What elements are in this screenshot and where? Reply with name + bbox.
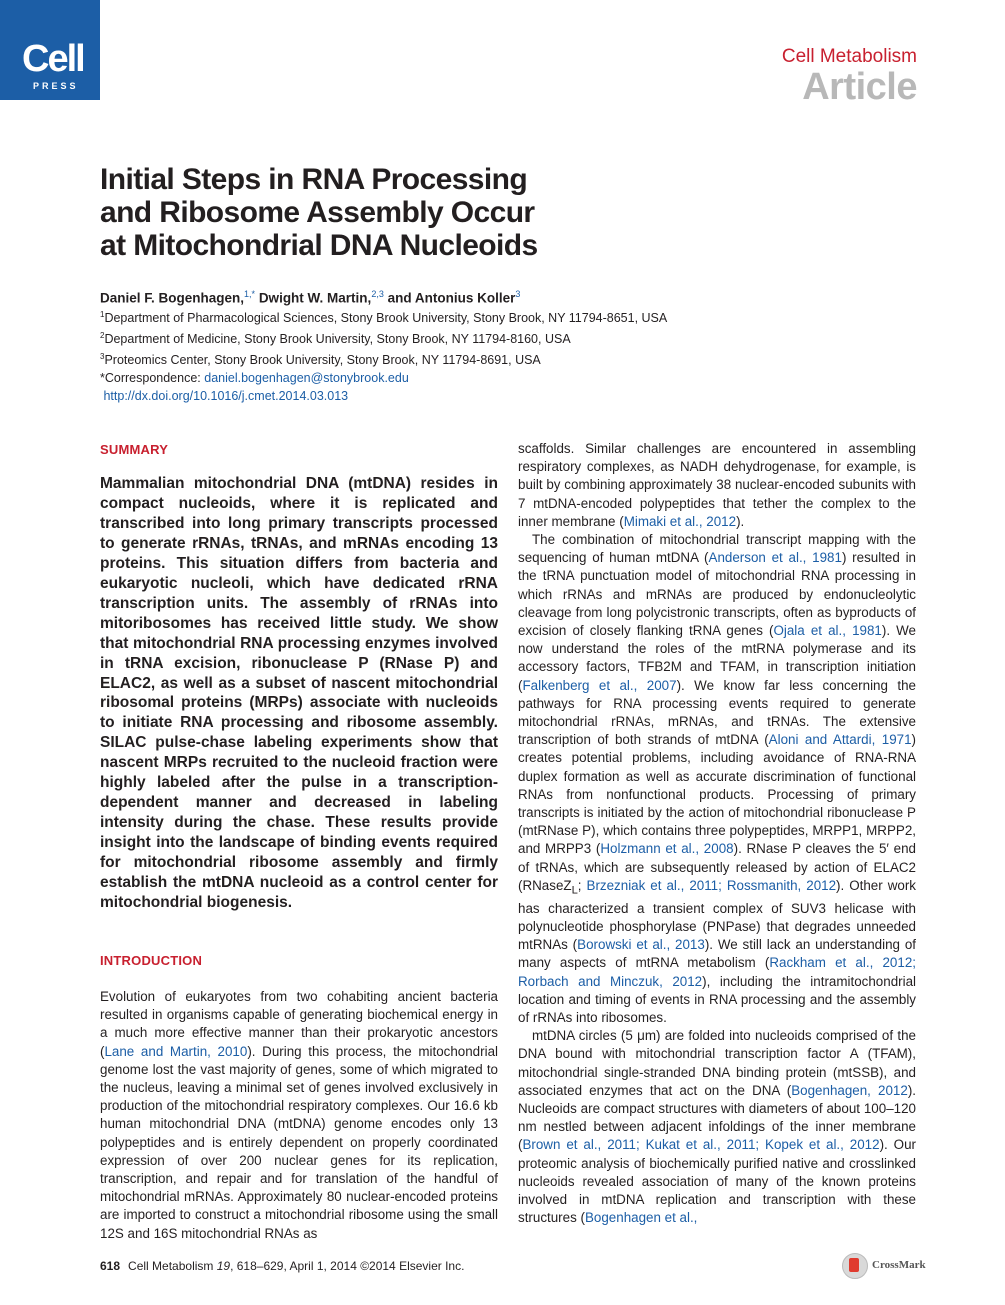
citation-link[interactable]: Borowski et al., 2013: [577, 937, 705, 953]
author-list: [100, 289, 520, 306]
paragraph: The combination of mitochondrial transcript mapping with the sequencing of human mtDNA (Anderson et al., 1981) resulted in the tRNA punctuation model of mitochondrial RNA processing in which rRNAs and mRNAs are produced by endonucleolytic cleavage from long polycistronic transcripts, often as byproducts of excision of closely flanking tRNA genes (Ojala et al., 1981). We now understand the roles of the mtRNA polymerase and its accessory factors, TFB2M and TFAM, in transcription initiation (Falkenberg et al., 2007). We know far less concerning the pathways for RNA processing events required to generate mitochondrial rRNAs, mRNAs, and tRNAs. The extensive transcription of both strands of mtDNA (Aloni and Attardi, 1971) creates potential problems, including avoidance of RNA-RNA duplex formation as well as accurate discrimination of functional RNAs from nonfunctional products. Processing of primary transcripts is initiated by the action of mitochondrial ribonuclease P (mtRNase P), which contains three polypeptides, MRPP1, MRPP2, and MRPP3 (Holzmann et al., 2008). RNase P cleaves the 5′ end of tRNAs, which are subsequently released by action of ELAC2 (RNaseZ$_L$; Brzezniak et al., 2011; Rossmanith, 2012). Other work has characterized a transient complex of SUV3 helicase with polynucleotide phosphorylase (PNPase) that degrades unneeded mtRNAs (Borowski et al., 2013). We still lack an understanding of many aspects of mtRNA metabolism (Rackham et al., 2012; Rorbach and Minczuk, 2012), including the intramitochondrial location and timing of events in RNA processing and the assembly of rRNAs into ribosomes.: [518, 532, 917, 1025]
citation-link[interactable]: Lane and Martin, 2010: [104, 1043, 248, 1059]
article-type: Article: [802, 66, 917, 108]
citation-link[interactable]: Brzezniak et al., 2011; Rossmanith, 2012: [586, 877, 837, 893]
author-affil-link[interactable]: 2,3: [371, 289, 384, 299]
footer-citation: , 618–629, April 1, 2014 ©2014 Elsevier Inc.: [230, 1259, 465, 1273]
citation-link[interactable]: Rackham et al., 2012; Rorbach and Minczuk, 2012: [518, 955, 916, 989]
citation-link[interactable]: Mimaki et al., 2012: [623, 513, 737, 529]
author-affil-link[interactable]: 3: [515, 289, 521, 299]
author-name: Daniel F. Bogenhagen,: [100, 290, 245, 306]
summary-text: Mammalian mitochondrial DNA (mtDNA) resides in compact nucleoids, where it is replicated and transcribed into long primary transcripts processed to generate rRNAs, tRNAs, and mRNAs encoding 13 proteins. This situation differs from bacteria and eukaryotic nucleoli, which have dedicated rRNA transcription units. The assembly of rRNAs into mitoribosomes has received little study. We show that mitochondrial RNA processing enzymes involved in tRNA excision, ribonuclease P (RNase P) and ELAC2, as well as a subset of nascent mitochondrial ribosomal proteins (MRPs) associate with nucleoids to initiate RNA processing and ribosome assembly. SILAC pulse-chase labeling experiments show that nascent MRPs recruited to the nucleoid fraction were highly labeled after the pulse in a transcription-dependent manner and decreased in labeling intensity during the chase. These results provide insight into the landscape of binding events required for mitochondrial ribosome assembly and firmly establish the mtDNA nucleoid as a control center for mitochondrial biogenesis.: [100, 475, 498, 912]
introduction-heading: INTRODUCTION: [100, 953, 203, 968]
citation-link[interactable]: Holzmann et al., 2008: [600, 841, 734, 857]
citation-link[interactable]: Falkenberg et al., 2007: [522, 677, 677, 693]
citation-link[interactable]: Bogenhagen et al.,: [584, 1210, 698, 1226]
correspondence: *Correspondence: daniel.bogenhagen@stonybrook.edu: [100, 371, 409, 386]
crossmark-label: CrossMark: [872, 1259, 926, 1271]
doi: [100, 387, 667, 405]
article-title: [100, 163, 720, 262]
crossmark-badge[interactable]: [842, 1253, 926, 1279]
footer-volume: 19: [216, 1259, 231, 1273]
title-line: Initial Steps in RNA Processing: [100, 163, 528, 196]
paragraph: mtDNA circles (5 μm) are folded into nucleoids comprised of the DNA bound with mitochondrial transcription factor A (TFAM), mitochondrial single-stranded DNA binding protein (mtSSB), and associated enzymes that act on the DNA (Bogenhagen, 2012). Nucleoids are compact structures with diameters of about 100–120 nm nestled between adjacent infoldings of the inner membrane (Brown et al., 2011; Kukat et al., 2011; Kopek et al., 2012). Our proteomic analysis of biochemically purified native and crosslinked nucleoids revealed association of many of the known proteins involved in mtDNA replication and transcription with these structures (Bogenhagen et al.,: [518, 1028, 917, 1226]
page-number: 618: [100, 1259, 121, 1273]
page-footer: [100, 1259, 464, 1273]
crossmark-icon: [842, 1253, 868, 1279]
citation-link[interactable]: Aloni and Attardi, 1971: [768, 732, 912, 748]
paragraph: scaffolds. Similar challenges are encountered in assembling respiratory complexes, as NADH dehydrogenase, for example, is built by combining approximately 38 nuclear-encoded subunits with 7 mtDNA-encoded polypeptides that tether the complex to the inner membrane (Mimaki et al., 2012).: [518, 441, 916, 529]
footer-journal: Cell Metabolism: [128, 1259, 214, 1273]
affiliations: [100, 306, 667, 405]
affiliation: $^2$Department of Medicine, Stony Brook University, Stony Brook, NY 11794-8160, USA: [100, 331, 571, 347]
correspondence-email-link[interactable]: daniel.bogenhagen@stonybrook.edu: [204, 371, 409, 386]
title-line: and Ribosome Assembly Occur: [100, 196, 535, 229]
citation-link[interactable]: Brown et al., 2011; Kukat et al., 2011; Kopek et al., 2012: [522, 1137, 880, 1153]
author-name: Dwight W. Martin,: [258, 290, 372, 306]
affiliation: $^3$Proteomics Center, Stony Brook University, Stony Brook, NY 11794-8691, USA: [100, 352, 541, 368]
citation-link[interactable]: Ojala et al., 1981: [773, 623, 882, 639]
author-conjunction: and: [387, 290, 412, 306]
cell-press-logo[interactable]: [0, 0, 100, 100]
citation-link[interactable]: Bogenhagen, 2012: [791, 1082, 908, 1098]
author-name: Antonius Koller: [414, 290, 516, 306]
right-column-text: [518, 440, 916, 1227]
title-line: at Mitochondrial DNA Nucleoids: [100, 229, 538, 262]
introduction-paragraph: Evolution of eukaryotes from two cohabiting ancient bacteria resulted in organisms capable of generating biochemical energy in a much more effective manner than their prokaryotic ancestors (Lane and Martin, 2010). During this process, the mitochondrial genome lost the vast majority of genes, some of which migrated to the nucleus, leaving a minimal set of genes involved exclusively in production of the mitochondrial respiratory complexes. Our 16.6 kb human mitochondrial DNA (mtDNA) genome encodes only 13 polypeptides and is entirely dependent on properly coordinated expression of over 200 nuclear genes for its replication, transcription, and repair and for translation of the handful of mitochondrial mRNAs. Approximately 80 nuclear-encoded proteins are imported to construct a mitochondrial ribosome using the small 12S and 16S mitochondrial RNAs as: [100, 989, 498, 1241]
author-affil-link[interactable]: 1,*: [244, 289, 256, 299]
logo-press-text: PRESS: [33, 81, 79, 91]
summary-heading: SUMMARY: [100, 442, 169, 457]
citation-link[interactable]: Anderson et al., 1981: [708, 550, 842, 566]
journal-name: Cell Metabolism: [781, 46, 917, 67]
logo-cell-text: Cell: [22, 38, 84, 80]
doi-link[interactable]: http://dx.doi.org/10.1016/j.cmet.2014.03.013: [103, 389, 349, 404]
affiliation: $^1$Department of Pharmacological Sciences, Stony Brook University, Stony Brook, NY 11794-8651, USA: [100, 310, 668, 326]
